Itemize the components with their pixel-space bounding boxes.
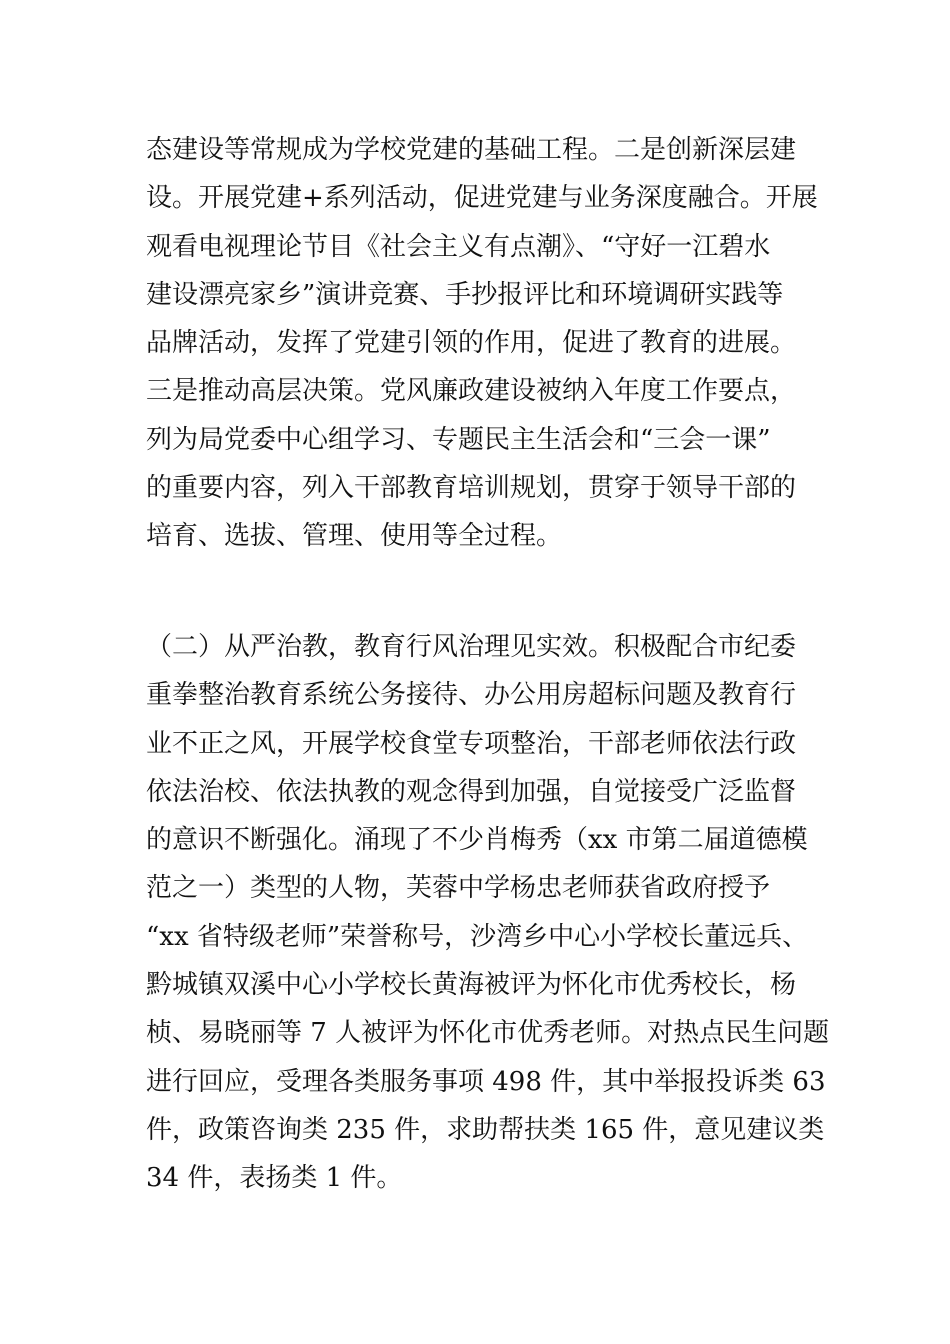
text-line: 培育、选拔、管理、使用等全过程。 [146,521,563,552]
text-line: 态建设等常规成为学校党建的基础工程。二是创新深层建 [146,135,797,165]
paragraph-party-building [146,126,818,561]
text-line: 重拳整治教育系统公务接待、办公用房超标问题及教育行 [146,680,797,711]
text-line: （二）从严治教，教育行风治理见实效。积极配合市纪委 [146,632,797,662]
text-line: 的重要内容，列入干部教育培训规划，贯穿于领导干部的 [146,473,797,504]
text-line: 件，政策咨询类 235 件，求助帮扶类 165 件，意见建议类 [146,1114,825,1145]
text-line: “xx 省特级老师”荣誉称号，沙湾乡中心小学校长董远兵、 [146,921,809,952]
text-line: 设。开展党建+系列活动，促进党建与业务深度融合。开展 [146,183,818,214]
text-line: 建设漂亮家乡”演讲竞赛、手抄报评比和环境调研实践等 [146,279,784,310]
text-line: 进行回应，受理各类服务事项 498 件，其中举报投诉类 63 [146,1066,826,1097]
text-line: 观看电视理论节目《社会主义有点潮》、“守好一江碧水 [146,231,771,262]
text-line: 的意识不断强化。涌现了不少肖梅秀（xx 市第二届道德模 [146,825,808,856]
text-line: 34 件，表扬类 1 件。 [146,1163,403,1194]
text-line: 品牌活动，发挥了党建引领的作用，促进了教育的进展。 [146,328,797,359]
text-line: 三是推动高层决策。党风廉政建设被纳入年度工作要点， [146,376,797,407]
text-line: 范之一）类型的人物，芙蓉中学杨忠老师获省政府授予 [146,873,771,904]
text-line: 依法治校、依法执教的观念得到加强，自觉接受广泛监督 [146,776,797,807]
text-line: 列为局党委中心组学习、专题民主生活会和“三会一课” [146,424,771,455]
paragraph-strict-governance [146,623,829,1203]
text-line: 黔城镇双溪中心小学校长黄海被评为怀化市优秀校长，杨 [146,970,797,1001]
text-line: 桢、易晓丽等 7 人被评为怀化市优秀老师。对热点民生问题 [146,1018,830,1049]
text-line: 业不正之风，开展学校食堂专项整治，干部老师依法行政 [146,728,797,759]
